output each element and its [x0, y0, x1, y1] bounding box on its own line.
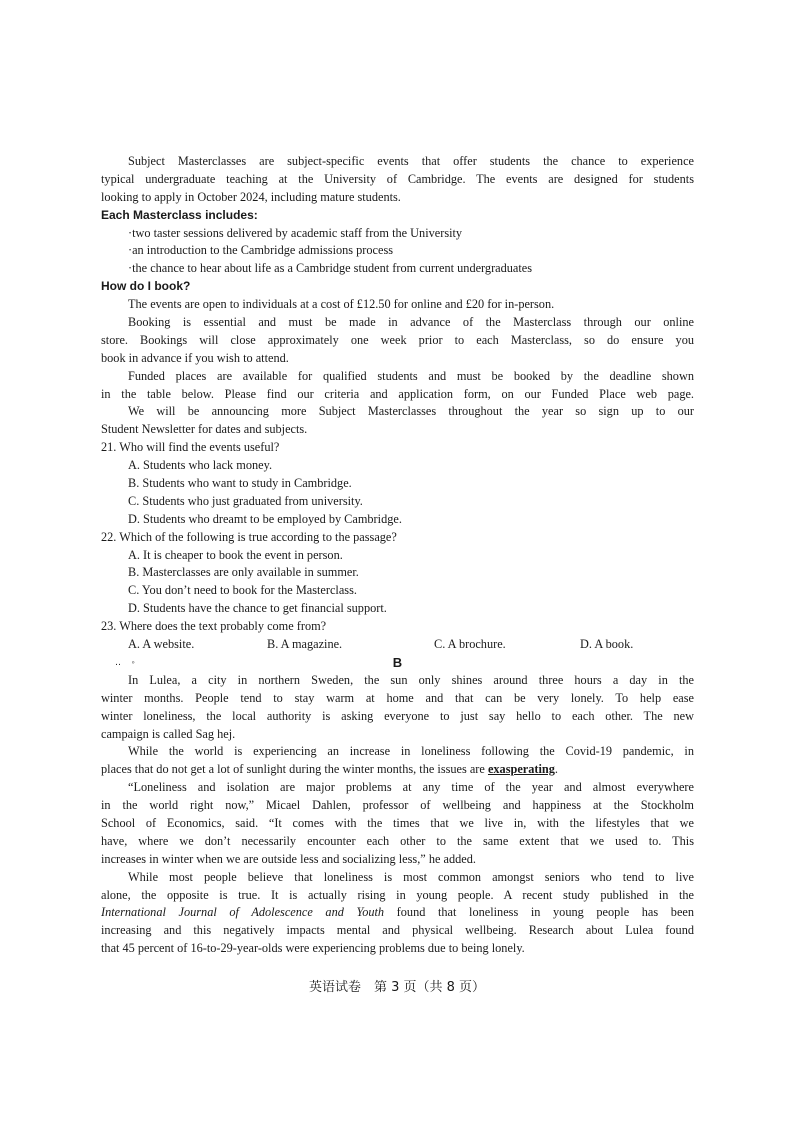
- section-heading: [101, 654, 694, 672]
- passage-line: winter months. People tend to stay warm at home and that can be very lonely. To help ease: [101, 690, 694, 705]
- answer-option: C. You don’t need to book for the Masterclass.: [128, 583, 357, 598]
- bullet-item: ·two taster sessions delivered by academic staff from the University: [128, 225, 463, 240]
- answer-option: C. A brochure.: [434, 637, 506, 652]
- passage-line: increasing and this negatively impacts mental and physical wellbeing. Research about Lulea found: [101, 923, 694, 938]
- passage-text: places that do not get a lot of sunlight during the winter months, the issues are: [101, 762, 488, 777]
- includes-heading: Each Masterclass includes:: [101, 207, 258, 222]
- question-stem: 21. Who will find the events useful?: [101, 440, 280, 455]
- passage-line: [101, 761, 694, 779]
- passage-line: campaign is called Sag hej.: [101, 726, 236, 741]
- announce-line: We will be announcing more Subject Masterclasses throughout the year so sign up to our: [128, 404, 694, 419]
- bullet-item: ·an introduction to the Cambridge admissions process: [128, 243, 394, 258]
- intro-line: looking to apply in October 2024, including mature students.: [101, 189, 401, 204]
- bullet-item: ·the chance to hear about life as a Cambridge student from current undergraduates: [128, 261, 533, 276]
- answer-option: B. A magazine.: [267, 637, 343, 652]
- passage-line: alone, the opposite is true. It is actually rising in young people. A recent study published in the: [101, 887, 694, 902]
- answer-option: A. Students who lack money.: [128, 458, 273, 473]
- answer-option: D. Students who dreamt to be employed by Cambridge.: [128, 511, 402, 526]
- answer-option: B. Students who want to study in Cambridge.: [128, 476, 352, 491]
- exam-page: [101, 153, 694, 958]
- question-stem: 23. Where does the text probably come from?: [101, 619, 327, 634]
- passage-line: [101, 904, 694, 922]
- booking-line: book in advance if you wish to attend.: [101, 350, 289, 365]
- answer-option: A. It is cheaper to book the event in person.: [128, 547, 343, 562]
- passage-line: In Lulea, a city in northern Sweden, the sun only shines around three hours a day in the: [128, 672, 694, 687]
- cost-line: The events are open to individuals at a cost of £12.50 for online and £20 for in-person.: [128, 297, 555, 312]
- passage-line: School of Economics, said. “It comes with the times that we live in, with the lifestyles that we: [101, 815, 694, 830]
- intro-line: Subject Masterclasses are subject-specific events that offer students the chance to experience: [128, 154, 694, 168]
- passage-line: While most people believe that loneliness is most common amongst seniors who tend to live: [128, 869, 694, 884]
- passage-line: While the world is experiencing an increase in loneliness following the Covid-19 pandemic, in: [128, 744, 694, 759]
- answer-option: B. Masterclasses are only available in summer.: [128, 565, 359, 580]
- page-footer: 英语试卷 第 3 页（共 8 页）: [308, 980, 486, 995]
- funded-line: in the table below. Please find our criteria and application form, on our Funded Place web page.: [101, 386, 694, 401]
- answer-option: D. A book.: [580, 637, 634, 652]
- book-heading: How do I book?: [101, 279, 191, 294]
- passage-text: .: [554, 762, 558, 777]
- funded-line: Funded places are available for qualified students and must be booked by the deadline shown: [128, 368, 694, 383]
- question-stem: 22. Which of the following is true according to the passage?: [101, 529, 397, 544]
- intro-line: typical undergraduate teaching at the University of Cambridge. The events are designed for students: [101, 171, 694, 186]
- journal-title: International Journal of Adolescence and Youth: [101, 905, 385, 920]
- booking-line: store. Bookings will close approximately one week prior to each Masterclass, so do ensure you: [101, 332, 694, 347]
- answer-options-row: [101, 636, 694, 654]
- answer-option: D. Students have the chance to get financial support.: [128, 601, 387, 616]
- booking-line: Booking is essential and must be made in advance of the Masterclass through our online: [128, 315, 694, 330]
- passage-line: in the world right now,” Micael Dahlen, professor of wellbeing and happiness at the Stockholm: [101, 798, 694, 813]
- passage-line: have, where we don’t necessarily encounter each other to the same extent that we used to. This: [101, 833, 694, 848]
- passage-line: increases in winter when we are outside less and socializing less,” he added.: [101, 851, 476, 866]
- answer-option: C. Students who just graduated from university.: [128, 493, 363, 508]
- passage-line: that 45 percent of 16-to-29-year-olds were experiencing problems due to being lonely.: [101, 941, 525, 956]
- announce-line: Student Newsletter for dates and subjects.: [101, 422, 308, 437]
- passage-text: found that loneliness in young people has been: [384, 905, 695, 920]
- answer-option: A. A website.: [128, 637, 195, 652]
- section-title: B: [392, 654, 403, 670]
- underlined-word: exasperating: [487, 762, 555, 777]
- stray-marks: ‥ ◦: [115, 656, 139, 667]
- passage-line: winter loneliness, the local authority is asking everyone to just say hello to each other. The new: [101, 708, 694, 723]
- passage-line: “Loneliness and isolation are major problems at any time of the year and almost everywhere: [128, 780, 694, 795]
